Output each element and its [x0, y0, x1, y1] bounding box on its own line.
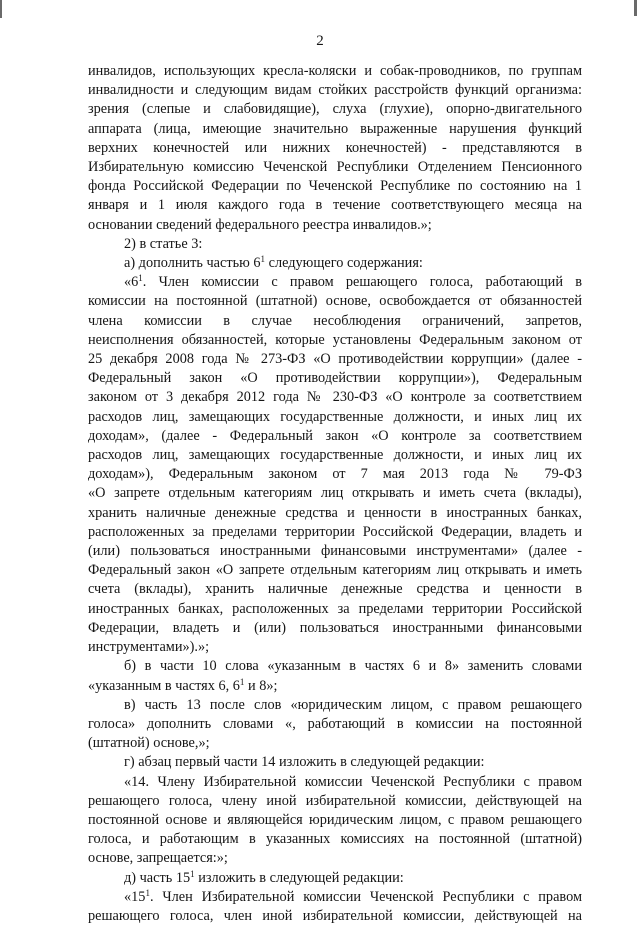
text-line: хранить наличные денежные средства и ценности в иностранных банках,	[88, 504, 582, 521]
text-line: верхних конечностей или нижних конечностей) - представляются в	[88, 139, 582, 156]
superscript: 1	[260, 254, 266, 265]
text-run: д) часть 15	[124, 869, 191, 886]
text-line: доходам», (далее - Федеральный закон «О контроле за соответствием	[88, 427, 582, 444]
superscript: 1	[138, 273, 143, 284]
text-run: изложить в следующей редакции:	[194, 869, 404, 886]
text-line: г) абзац первый части 14 изложить в следующей редакции:	[124, 754, 485, 771]
text-run: а) дополнить частью 6	[124, 255, 261, 272]
text-line: Федеральный закон «О запрете отдельным категориям лиц открывать и иметь	[88, 562, 582, 579]
text-line: комиссии на постоянной (штатной) основе, освобождается от обязанностей	[88, 293, 582, 310]
text-line	[88, 677, 582, 696]
text-line	[88, 869, 582, 888]
page-number: 2	[316, 33, 324, 49]
text-line: доходам»), Федеральным законом от 7 мая 2013 года № 79-ФЗ	[88, 466, 582, 483]
text-line: основе, запрещается:»;	[88, 850, 228, 867]
text-line: инструментами»).»;	[88, 639, 210, 656]
text-line: расходов лиц, замещающих государственные должности, и иных лиц их	[88, 408, 582, 425]
text-line: иностранных банках, расположенных за пределами территории Российской	[88, 600, 582, 617]
text-line: (или) пользоваться иностранными финансовыми инструментами» (далее -	[88, 543, 582, 560]
text-line: голоса, и работающим в указанных комиссиях на постоянной (штатной)	[88, 831, 582, 848]
superscript: 1	[145, 887, 150, 898]
text-line: «О запрете отдельным категориям лиц открывать и иметь счета (вклады),	[88, 485, 582, 502]
text-line: 2) в статье 3:	[124, 235, 203, 252]
text-run: . Член комиссии с правом решающего голоса, работающий в	[142, 274, 582, 291]
superscript: 1	[190, 868, 195, 879]
text-run: «указанным в частях 6, 6	[88, 677, 240, 694]
scan-edge-speck	[0, 0, 2, 18]
text-line: законом от 3 декабря 2012 года № 230-ФЗ «О контроле за соответствием	[88, 389, 582, 406]
text-line: фонда Российской Федерации по Чеченской Республике по состоянию на 1	[88, 178, 582, 195]
text-run: следующего содержания:	[265, 255, 423, 272]
text-line: в) часть 13 после слов «юридическим лицом, с правом решающего	[124, 696, 582, 713]
text-line: 25 декабря 2008 года № 273-ФЗ «О противодействии коррупции» (далее -	[88, 351, 582, 368]
text-run: «6	[124, 274, 139, 291]
text-line: (штатной) основе,»;	[88, 735, 210, 752]
document-body	[88, 62, 582, 926]
text-line: счета (вклады), хранить наличные денежные средства и ценности в	[88, 581, 582, 598]
text-line: б) в части 10 слова «указанным в частях 6 и 8» заменить словами	[124, 658, 582, 675]
text-line: голоса» дополнить словами «, работающий в комиссии на постоянной	[88, 715, 582, 732]
text-line: Избирательную комиссию Чеченской Республики Отделением Пенсионного	[88, 159, 582, 176]
text-run: . Член Избирательной комиссии Чеченской Республики с правом	[149, 888, 582, 905]
text-run: и 8»;	[244, 677, 278, 694]
superscript: 1	[239, 676, 245, 687]
text-line	[88, 888, 582, 907]
text-line: инвалидов, использующих кресла-коляски и собак-проводников, по группам	[88, 63, 582, 79]
text-line: члена комиссии в случае несоблюдения ограничений, запретов,	[88, 312, 582, 329]
text-line: неисполнения обязанностей, которые установлены Федеральным законом от	[88, 331, 582, 348]
text-line: аппарата (лица, имеющие значительно выраженные нарушения функций	[88, 120, 582, 137]
text-line	[88, 273, 582, 292]
text-run: «15	[124, 888, 146, 905]
text-line: расположенных за пределами территории Российской Федерации, владеть и	[88, 523, 582, 540]
text-line: Федеральный закон «О противодействии коррупции»), Федеральным	[88, 370, 582, 387]
text-line: инвалидности и следующим видам стойких расстройств функций организма:	[88, 82, 582, 99]
text-line: «14. Члену Избирательной комиссии Чеченской Республики с правом	[124, 773, 582, 790]
text-line: января и 1 июля каждого года в течение соответствующего месяца на	[88, 197, 582, 214]
text-line: основании сведений федерального реестра инвалидов.»;	[88, 216, 432, 233]
text-line: Федерации, владеть и (или) пользоваться иностранными финансовыми	[88, 619, 582, 636]
text-line	[88, 254, 582, 273]
text-line: решающего голоса, члену иной избирательной комиссии, действующей на	[88, 792, 582, 809]
text-line: расходов лиц, замещающих государственные должности, и иных лиц их	[88, 447, 582, 464]
text-line: решающего голоса, член иной избирательной комиссии, действующей на	[88, 907, 582, 924]
scan-edge-speck	[634, 0, 637, 16]
text-line: зрения (слепые и слабовидящие), слуха (глухие), опорно-двигательного	[88, 101, 582, 118]
text-line: постоянной основе и являющейся юридическим лицом, с правом решающего	[88, 811, 582, 828]
